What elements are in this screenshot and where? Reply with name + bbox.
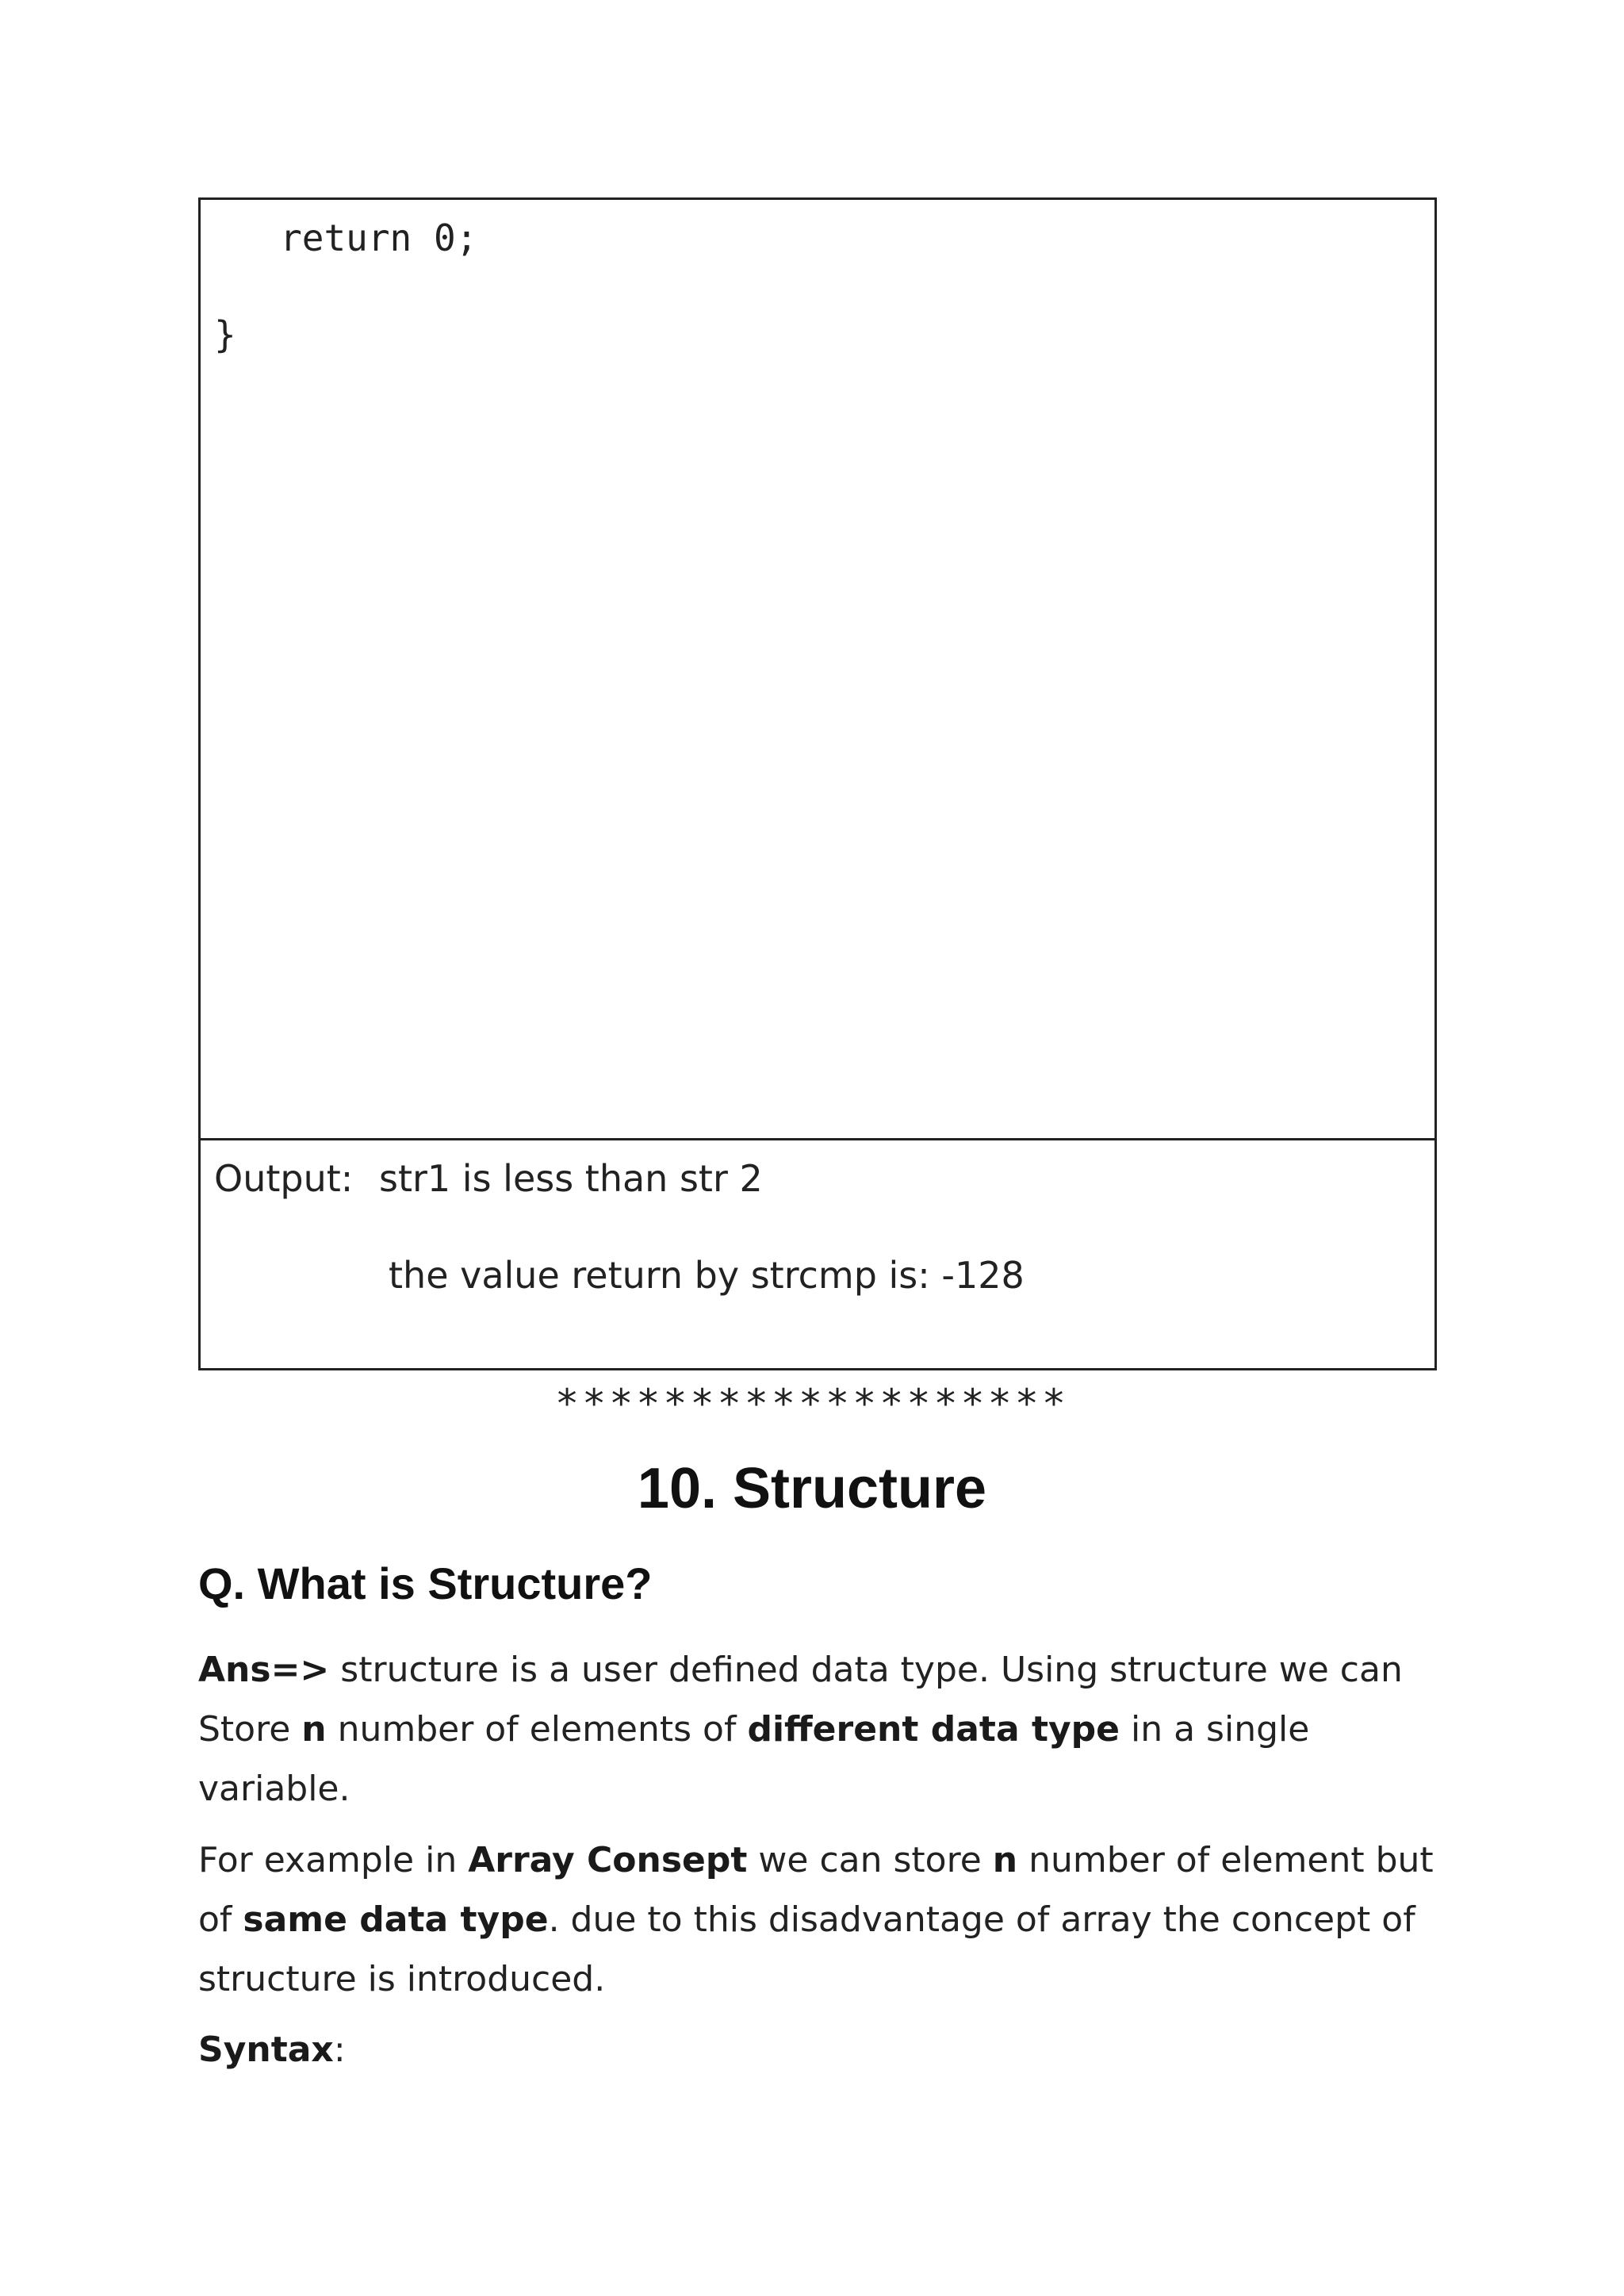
syntax-colon: : <box>333 2030 346 2070</box>
code-table <box>198 197 1437 1370</box>
output-line-2: the value return by strcmp is: -128 <box>389 1254 1025 1297</box>
example-bold-array-consept: Array Consept <box>468 1840 748 1880</box>
output-cell <box>201 1140 1434 1368</box>
answer-paragraph <box>198 1640 1467 1819</box>
example-bold-n: n <box>992 1840 1018 1880</box>
answer-text-2: number of elements of <box>326 1709 748 1750</box>
output-label: Output: <box>214 1157 354 1200</box>
answer-bold-different-data-type: different data type <box>747 1709 1120 1750</box>
example-bold-same-data-type: same data type <box>243 1899 549 1940</box>
syntax-label: Syntax <box>198 2030 334 2070</box>
code-line-closing-brace: } <box>214 313 236 356</box>
answer-bold-n: n <box>301 1709 327 1750</box>
example-paragraph <box>198 1830 1467 2009</box>
syntax-line <box>198 2020 1467 2079</box>
example-text-4: . due to this disadvantage of array the concept of structure is introduced. <box>198 1899 1415 1999</box>
example-text-3: number of element but of <box>198 1840 1434 1940</box>
answer-text-1: structure is a user defined data type. Using structure we can Store <box>198 1650 1403 1750</box>
output-line-1: str1 is less than str 2 <box>379 1157 763 1200</box>
separator-stars: ******************* <box>555 1381 1069 1427</box>
code-line-return: return 0; <box>214 217 478 259</box>
example-text-2: we can store <box>747 1840 993 1880</box>
answer-text-3: in a single variable. <box>198 1709 1310 1809</box>
answer-prefix: Ans=> <box>198 1650 330 1690</box>
example-text-1: For example in <box>198 1840 469 1880</box>
code-cell <box>201 200 1434 1140</box>
question-heading: Q. What is Structure? <box>198 1558 653 1608</box>
chapter-title: 10. Structure <box>637 1457 987 1520</box>
